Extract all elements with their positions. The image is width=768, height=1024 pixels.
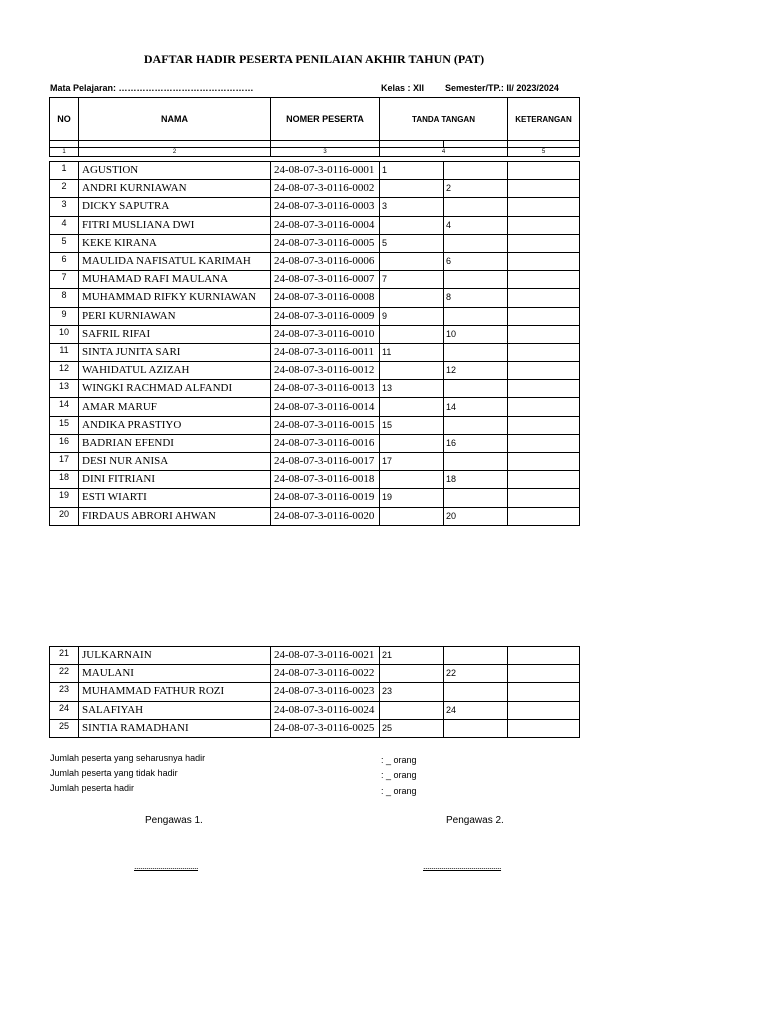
row-nama: MAULIDA NAFISATUL KARIMAH: [79, 252, 271, 270]
row-number: 18: [50, 471, 79, 489]
summary-absent-value: : _ orang: [381, 770, 417, 780]
row-keterangan: [508, 198, 580, 216]
row-keterangan: [508, 398, 580, 416]
row-nomer-peserta: 24-08-07-3-0116-0021: [271, 647, 380, 665]
pengawas-2-label: Pengawas 2.: [446, 815, 504, 826]
row-number: 21: [50, 647, 79, 665]
row-number: 22: [50, 665, 79, 683]
row-keterangan: [508, 434, 580, 452]
row-nama: MAULANI: [79, 665, 271, 683]
row-number: 14: [50, 398, 79, 416]
row-nomer-peserta: 24-08-07-3-0116-0012: [271, 362, 380, 380]
row-nomer-peserta: 24-08-07-3-0116-0013: [271, 380, 380, 398]
row-nomer-peserta: 24-08-07-3-0116-0023: [271, 683, 380, 701]
row-nomer-peserta: 24-08-07-3-0116-0020: [271, 507, 380, 525]
table-row: [50, 271, 580, 289]
row-ttd-left: 1: [380, 162, 444, 180]
row-nama: DINI FITRIANI: [79, 471, 271, 489]
table-row: [50, 471, 580, 489]
row-ttd-right: 16: [444, 434, 508, 452]
row-nomer-peserta: 24-08-07-3-0116-0017: [271, 453, 380, 471]
table-row: [50, 398, 580, 416]
row-nomer-peserta: 24-08-07-3-0116-0018: [271, 471, 380, 489]
semester-label: Semester/TP.: II/ 2023/2024: [445, 83, 559, 93]
row-ttd-left: 21: [380, 647, 444, 665]
row-ttd-left: [380, 665, 444, 683]
row-ttd-left: [380, 216, 444, 234]
table-row: [50, 416, 580, 434]
table-row: [50, 665, 580, 683]
row-keterangan: [508, 325, 580, 343]
row-ttd-right: 24: [444, 701, 508, 719]
row-ttd-left: [380, 701, 444, 719]
row-nama: KEKE KIRANA: [79, 234, 271, 252]
col-header-keterangan: KETERANGAN: [508, 98, 580, 141]
row-keterangan: [508, 180, 580, 198]
col-number-1: 1: [50, 148, 79, 157]
row-ttd-right: 4: [444, 216, 508, 234]
table-row: [50, 325, 580, 343]
row-number: 7: [50, 271, 79, 289]
row-number: 15: [50, 416, 79, 434]
row-ttd-right: [444, 453, 508, 471]
row-nama: FITRI MUSLIANA DWI: [79, 216, 271, 234]
pengawas-2-signature-line: .......................................: [423, 861, 502, 871]
row-nomer-peserta: 24-08-07-3-0116-0004: [271, 216, 380, 234]
row-ttd-right: [444, 162, 508, 180]
row-ttd-right: [444, 271, 508, 289]
row-nama: ANDRI KURNIAWAN: [79, 180, 271, 198]
row-keterangan: [508, 683, 580, 701]
row-keterangan: [508, 216, 580, 234]
row-nama: MUHAMAD RAFI MAULANA: [79, 271, 271, 289]
row-nama: DESI NUR ANISA: [79, 453, 271, 471]
row-nomer-peserta: 24-08-07-3-0116-0016: [271, 434, 380, 452]
row-nomer-peserta: 24-08-07-3-0116-0024: [271, 701, 380, 719]
row-number: 13: [50, 380, 79, 398]
table-row: [50, 162, 580, 180]
pengawas-1-label: Pengawas 1.: [145, 815, 203, 826]
col-header-nomer-peserta: NOMER PESERTA: [271, 98, 380, 141]
row-keterangan: [508, 507, 580, 525]
row-number: 5: [50, 234, 79, 252]
table-row: [50, 289, 580, 307]
summary-expected-value: : _ orang: [381, 755, 417, 765]
col-number-3: 3: [271, 148, 380, 157]
row-ttd-right: [444, 647, 508, 665]
attendance-table-part-2: [49, 646, 580, 738]
attendance-table-part-1: [49, 161, 580, 526]
row-ttd-left: [380, 180, 444, 198]
col-number-4: 4: [380, 148, 508, 157]
row-number: 24: [50, 701, 79, 719]
row-nama: DICKY SAPUTRA: [79, 198, 271, 216]
table-row: [50, 343, 580, 361]
row-ttd-left: 9: [380, 307, 444, 325]
row-number: 11: [50, 343, 79, 361]
row-number: 10: [50, 325, 79, 343]
table-row: [50, 434, 580, 452]
row-ttd-right: 22: [444, 665, 508, 683]
row-nomer-peserta: 24-08-07-3-0116-0003: [271, 198, 380, 216]
row-nama: SALAFIYAH: [79, 701, 271, 719]
row-ttd-left: 5: [380, 234, 444, 252]
row-ttd-left: 11: [380, 343, 444, 361]
row-ttd-right: 6: [444, 252, 508, 270]
row-keterangan: [508, 234, 580, 252]
row-nama: MUHAMMAD FATHUR ROZI: [79, 683, 271, 701]
row-keterangan: [508, 362, 580, 380]
row-ttd-right: [444, 234, 508, 252]
row-ttd-right: 8: [444, 289, 508, 307]
row-keterangan: [508, 343, 580, 361]
row-nama: WINGKI RACHMAD ALFANDI: [79, 380, 271, 398]
row-number: 6: [50, 252, 79, 270]
col-header-no: NO: [50, 98, 79, 141]
row-nomer-peserta: 24-08-07-3-0116-0019: [271, 489, 380, 507]
table-row: [50, 216, 580, 234]
row-nama: MUHAMMAD RIFKY KURNIAWAN: [79, 289, 271, 307]
row-number: 20: [50, 507, 79, 525]
row-nomer-peserta: 24-08-07-3-0116-0011: [271, 343, 380, 361]
table-row: [50, 252, 580, 270]
row-keterangan: [508, 416, 580, 434]
col-header-tanda-tangan: TANDA TANGAN: [380, 98, 508, 141]
row-keterangan: [508, 471, 580, 489]
row-keterangan: [508, 162, 580, 180]
row-keterangan: [508, 307, 580, 325]
row-ttd-left: [380, 398, 444, 416]
row-ttd-left: [380, 434, 444, 452]
row-nomer-peserta: 24-08-07-3-0116-0009: [271, 307, 380, 325]
row-number: 8: [50, 289, 79, 307]
document-title: DAFTAR HADIR PESERTA PENILAIAN AKHIR TAHUN (PAT): [143, 52, 485, 66]
row-keterangan: [508, 289, 580, 307]
row-nama: WAHIDATUL AZIZAH: [79, 362, 271, 380]
row-number: 4: [50, 216, 79, 234]
row-nomer-peserta: 24-08-07-3-0116-0001: [271, 162, 380, 180]
row-ttd-left: [380, 471, 444, 489]
row-nomer-peserta: 24-08-07-3-0116-0010: [271, 325, 380, 343]
row-ttd-right: 10: [444, 325, 508, 343]
pengawas-1-signature-line: ................................: [134, 861, 199, 871]
summary-absent-label: Jumlah peserta yang tidak hadir: [50, 768, 178, 778]
row-nama: SAFRIL RIFAI: [79, 325, 271, 343]
row-ttd-left: 7: [380, 271, 444, 289]
row-number: 9: [50, 307, 79, 325]
row-ttd-right: [444, 683, 508, 701]
row-keterangan: [508, 380, 580, 398]
row-number: 2: [50, 180, 79, 198]
table-row: [50, 507, 580, 525]
col-number-5: 5: [508, 148, 580, 157]
summary-present-value: : _ orang: [381, 786, 417, 796]
row-keterangan: [508, 665, 580, 683]
row-number: 23: [50, 683, 79, 701]
row-ttd-left: 19: [380, 489, 444, 507]
row-keterangan: [508, 647, 580, 665]
col-number-2: 2: [79, 148, 271, 157]
row-number: 12: [50, 362, 79, 380]
row-nomer-peserta: 24-08-07-3-0116-0025: [271, 719, 380, 737]
summary-expected-label: Jumlah peserta yang seharusnya hadir: [50, 753, 206, 763]
row-ttd-left: 23: [380, 683, 444, 701]
table-row: [50, 307, 580, 325]
row-keterangan: [508, 252, 580, 270]
row-keterangan: [508, 719, 580, 737]
row-nama: AGUSTION: [79, 162, 271, 180]
row-nomer-peserta: 24-08-07-3-0116-0002: [271, 180, 380, 198]
row-keterangan: [508, 701, 580, 719]
row-ttd-right: 14: [444, 398, 508, 416]
row-ttd-right: [444, 198, 508, 216]
row-ttd-left: [380, 252, 444, 270]
row-number: 25: [50, 719, 79, 737]
row-ttd-right: [444, 719, 508, 737]
row-keterangan: [508, 271, 580, 289]
row-nomer-peserta: 24-08-07-3-0116-0006: [271, 252, 380, 270]
row-ttd-left: [380, 289, 444, 307]
row-nama: AMAR MARUF: [79, 398, 271, 416]
mata-pelajaran-label: Mata Pelajaran: ………………………………………: [50, 83, 254, 93]
row-ttd-right: 2: [444, 180, 508, 198]
table-row: [50, 198, 580, 216]
row-nama: SINTA JUNITA SARI: [79, 343, 271, 361]
row-number: 19: [50, 489, 79, 507]
row-nomer-peserta: 24-08-07-3-0116-0015: [271, 416, 380, 434]
row-ttd-left: [380, 325, 444, 343]
kelas-label: Kelas : XII: [381, 83, 425, 93]
row-nomer-peserta: 24-08-07-3-0116-0005: [271, 234, 380, 252]
row-ttd-right: [444, 307, 508, 325]
table-row: [50, 380, 580, 398]
row-nama: ESTI WIARTI: [79, 489, 271, 507]
row-nama: ANDIKA PRASTIYO: [79, 416, 271, 434]
row-nama: JULKARNAIN: [79, 647, 271, 665]
row-nomer-peserta: 24-08-07-3-0116-0007: [271, 271, 380, 289]
row-ttd-left: 25: [380, 719, 444, 737]
row-nomer-peserta: 24-08-07-3-0116-0022: [271, 665, 380, 683]
row-ttd-right: 18: [444, 471, 508, 489]
row-ttd-left: 13: [380, 380, 444, 398]
row-ttd-right: 12: [444, 362, 508, 380]
row-number: 1: [50, 162, 79, 180]
row-ttd-right: [444, 489, 508, 507]
row-number: 3: [50, 198, 79, 216]
row-number: 17: [50, 453, 79, 471]
table-row: [50, 701, 580, 719]
row-ttd-left: [380, 362, 444, 380]
table-row: [50, 362, 580, 380]
table-row: [50, 489, 580, 507]
row-nama: SINTIA RAMADHANI: [79, 719, 271, 737]
table-row: [50, 647, 580, 665]
row-ttd-left: 15: [380, 416, 444, 434]
row-nama: FIRDAUS ABRORI AHWAN: [79, 507, 271, 525]
table-row: [50, 234, 580, 252]
row-nama: BADRIAN EFENDI: [79, 434, 271, 452]
row-ttd-right: [444, 343, 508, 361]
row-ttd-left: 17: [380, 453, 444, 471]
row-nomer-peserta: 24-08-07-3-0116-0014: [271, 398, 380, 416]
row-number: 16: [50, 434, 79, 452]
summary-present-label: Jumlah peserta hadir: [50, 783, 135, 793]
row-keterangan: [508, 489, 580, 507]
row-ttd-right: 20: [444, 507, 508, 525]
row-ttd-right: [444, 380, 508, 398]
row-nomer-peserta: 24-08-07-3-0116-0008: [271, 289, 380, 307]
row-nama: PERI KURNIAWAN: [79, 307, 271, 325]
col-header-nama: NAMA: [79, 98, 271, 141]
table-row: [50, 453, 580, 471]
table-row: [50, 719, 580, 737]
row-ttd-left: [380, 507, 444, 525]
table-row: [50, 180, 580, 198]
table-row: [50, 683, 580, 701]
row-keterangan: [508, 453, 580, 471]
attendance-table-header: [49, 97, 580, 157]
row-ttd-right: [444, 416, 508, 434]
row-ttd-left: 3: [380, 198, 444, 216]
